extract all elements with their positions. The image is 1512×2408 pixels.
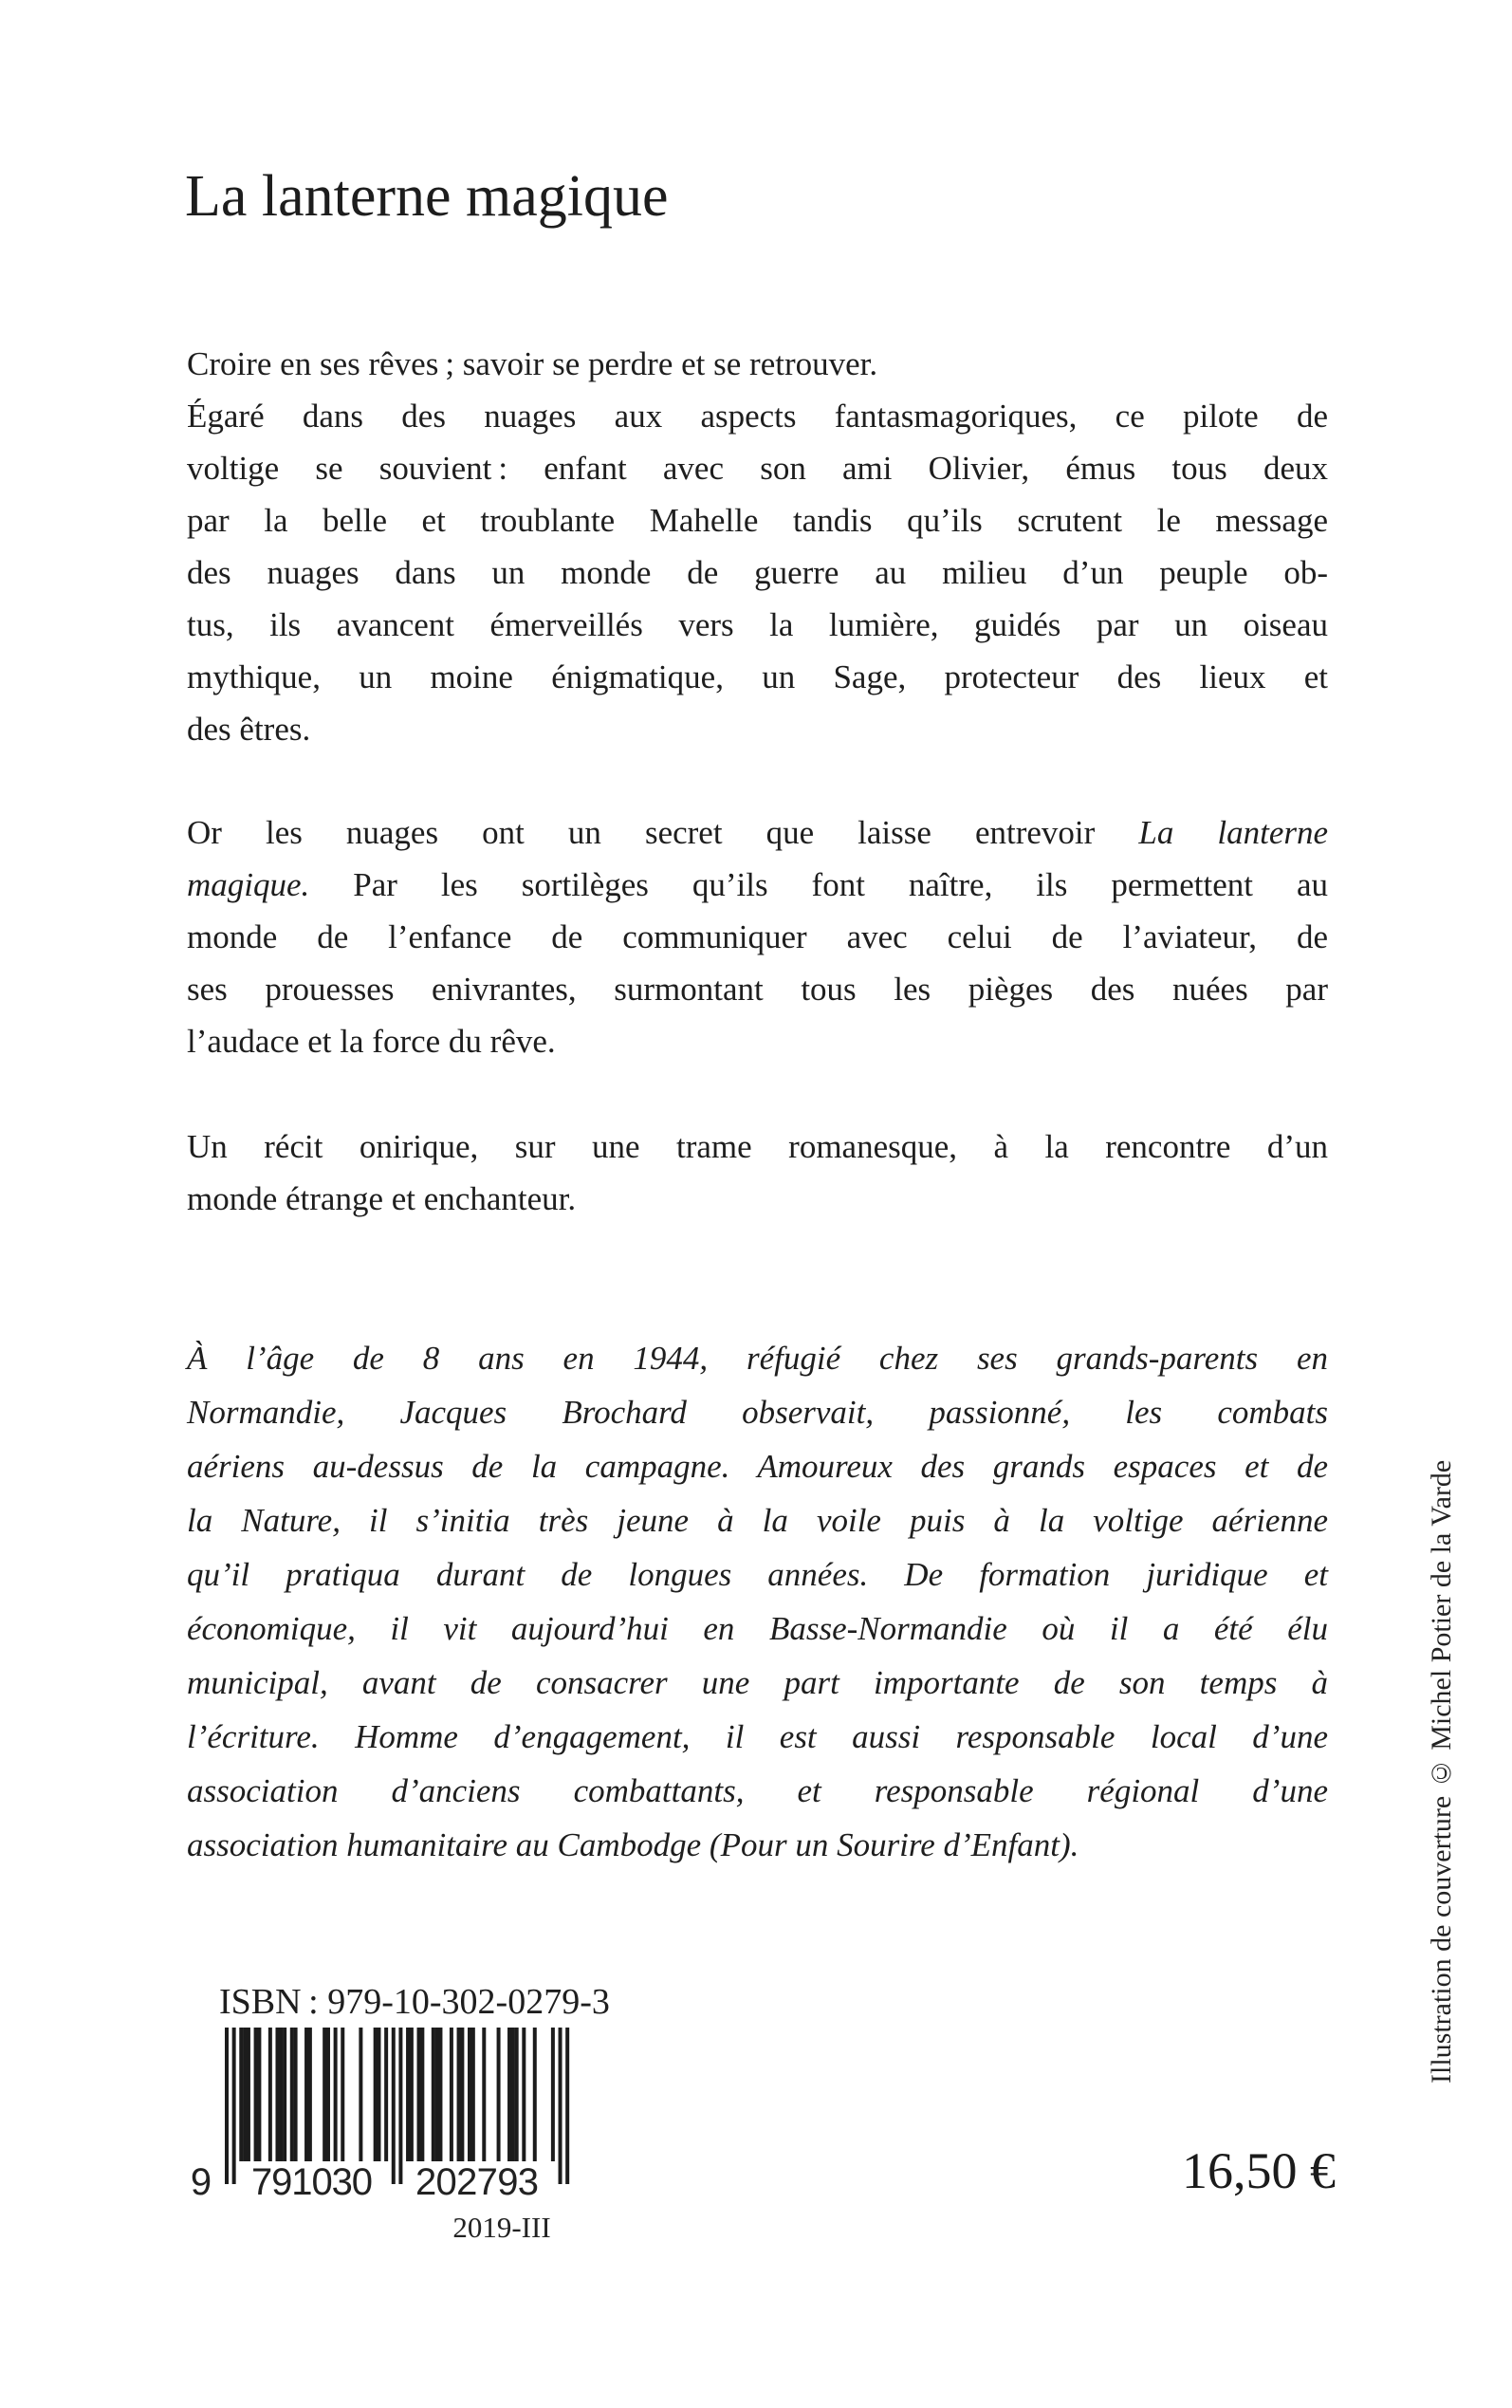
- tagline-line: Croire en ses rêves ; savoir se perdre et se retrouver.: [187, 345, 878, 382]
- text-line: association d’anciens combattants, et responsable régional d’une: [187, 1772, 1328, 1809]
- text-line: monde de l’enfance de communiquer avec celui de l’aviateur, de: [187, 918, 1328, 955]
- text-line: qu’il pratiqua durant de longues années. De formation juridique et: [187, 1556, 1328, 1593]
- synopsis-paragraph-2: [187, 806, 1328, 1067]
- barcode-bars: [180, 2021, 588, 2239]
- text-line: des êtres.: [187, 711, 311, 748]
- author-bio-lines: [187, 1331, 1328, 1872]
- text-line: Égaré dans des nuages aux aspects fantasmagoriques, ce pilote de: [187, 398, 1328, 435]
- svg-text:9: 9: [190, 2161, 212, 2203]
- text-line: l’audace et la force du rêve.: [187, 1023, 556, 1060]
- svg-text:202793: 202793: [415, 2161, 539, 2203]
- text-line: la Nature, il s’initia très jeune à la voile puis à la voltige aérienne: [187, 1502, 1328, 1539]
- text-line: magique. Par les sortilèges qu’ils font naître, ils permettent au: [187, 866, 1328, 903]
- synopsis-p1-lines: [187, 390, 1328, 755]
- text-line: l’écriture. Homme d’engagement, il est aussi responsable local d’une: [187, 1718, 1328, 1755]
- text-line: monde étrange et enchanteur.: [187, 1180, 577, 1217]
- edition-code: 2019-III: [452, 2211, 551, 2244]
- text-line: ses prouesses enivrantes, surmontant tous les pièges des nuées par: [187, 971, 1328, 1008]
- text-line: des nuages dans un monde de guerre au milieu d’un peuple ob-: [187, 554, 1328, 591]
- text-line: association humanitaire au Cambodge (Pour un Sourire d’Enfant).: [187, 1826, 1079, 1863]
- text-line: Normandie, Jacques Brochard observait, passionné, les combats: [187, 1394, 1328, 1431]
- cover-illustration-credit: Illustration de couverture © Michel Potier de la Varde: [1426, 1459, 1457, 2084]
- text-line: municipal, avant de consacrer une part importante de son temps à: [187, 1664, 1328, 1701]
- synopsis-p3-lines: [187, 1121, 1328, 1225]
- price-label: 16,50 €: [1182, 2142, 1336, 2199]
- ean13-barcode: [180, 2021, 588, 2239]
- synopsis-paragraph-1: [187, 338, 1328, 755]
- text-line: Un récit onirique, sur une trame romanesque, à la rencontre d’un: [187, 1128, 1328, 1165]
- book-title: La lanterne magique: [185, 164, 669, 229]
- text-line: mythique, un moine énigmatique, un Sage, protecteur des lieux et: [187, 658, 1328, 695]
- text-line: À l’âge de 8 ans en 1944, réfugié chez ses grands-parents en: [187, 1340, 1328, 1377]
- svg-text:791030: 791030: [251, 2161, 373, 2203]
- text-line: par la belle et troublante Mahelle tandis qu’ils scrutent le message: [187, 502, 1328, 539]
- text-line: voltige se souvient : enfant avec son ami Olivier, émus tous deux: [187, 450, 1328, 487]
- text-line: aériens au-dessus de la campagne. Amoureux des grands espaces et de: [187, 1448, 1328, 1485]
- text-line: Or les nuages ont un secret que laisse entrevoir La lanterne: [187, 814, 1329, 851]
- text-line: économique, il vit aujourd’hui en Basse-Normandie où il a été élu: [187, 1610, 1328, 1647]
- text-line: tus, ils avancent émerveillés vers la lumière, guidés par un oiseau: [187, 606, 1328, 643]
- isbn-text: ISBN : 979-10-302-0279-3: [219, 1982, 610, 2022]
- synopsis-p2-lines: [187, 806, 1328, 1067]
- synopsis-paragraph-3: [187, 1121, 1328, 1225]
- author-bio-paragraph: [187, 1331, 1328, 1872]
